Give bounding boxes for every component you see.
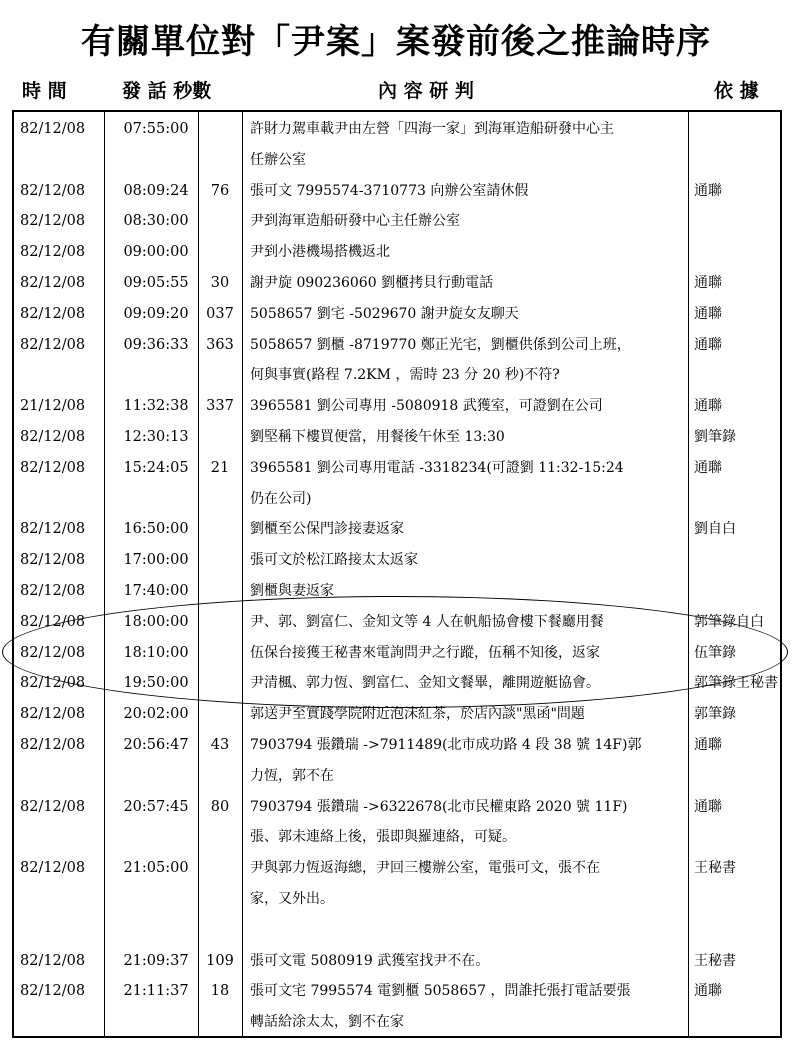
table-row bbox=[14, 484, 780, 514]
row-content: 仍在公司) bbox=[250, 490, 312, 507]
row-seconds bbox=[200, 484, 240, 514]
row-content: 劉堅稱下樓買便當，用餐後午休至 13:30 bbox=[250, 429, 505, 445]
header-dial-seconds: 發 話 秒數 bbox=[122, 80, 212, 102]
row-date bbox=[20, 915, 106, 945]
row-content: 尹到海軍造船研發中心主任辦公室 bbox=[250, 213, 460, 230]
row-source bbox=[694, 114, 784, 144]
row-date: 82/12/08 bbox=[20, 429, 86, 445]
row-source bbox=[694, 822, 784, 852]
row-source: 通聯 bbox=[694, 182, 722, 199]
row-content: 5058657 劉櫃 -8719770 鄭正光宅，劉櫃供係到公司上班， bbox=[250, 336, 631, 353]
row-seconds: 80 bbox=[210, 798, 230, 815]
table-row bbox=[14, 1007, 780, 1037]
table-row bbox=[14, 915, 780, 945]
row-time: 09:36:33 bbox=[123, 336, 189, 353]
row-content: 伍保台接獲王秘書來電詢問尹之行蹤，伍稱不知後，返家 bbox=[250, 644, 600, 661]
row-date: 82/12/08 bbox=[20, 305, 86, 322]
row-source: 郭筆錄王秘書 bbox=[694, 675, 778, 692]
header-source: 依 據 bbox=[714, 80, 759, 102]
row-time: 15:24:05 bbox=[123, 459, 189, 476]
row-date bbox=[20, 761, 106, 791]
row-source: 伍筆錄 bbox=[694, 644, 736, 661]
row-content: 尹到小港機場搭機返北 bbox=[250, 244, 390, 261]
table-row bbox=[14, 946, 780, 976]
row-source: 王秘書 bbox=[694, 952, 736, 969]
row-seconds bbox=[200, 145, 240, 175]
row-time: 20:02:00 bbox=[123, 706, 189, 723]
row-date: 82/12/08 bbox=[20, 613, 86, 630]
row-date: 82/12/08 bbox=[20, 798, 86, 815]
row-seconds bbox=[200, 360, 240, 390]
table-row bbox=[14, 330, 780, 360]
row-time: 20:57:45 bbox=[123, 798, 189, 815]
row-content bbox=[250, 915, 690, 945]
row-time bbox=[110, 884, 202, 914]
row-date bbox=[20, 884, 106, 914]
row-date: 21/12/08 bbox=[20, 398, 86, 415]
row-content: 劉櫃至公保門診接妻返家 bbox=[250, 521, 404, 538]
row-content: 轉話給涂太太，劉不在家 bbox=[250, 1014, 404, 1031]
row-source bbox=[694, 484, 784, 514]
row-time: 07:55:00 bbox=[123, 121, 189, 137]
row-date: 82/12/08 bbox=[20, 459, 86, 476]
row-source: 郭筆錄 bbox=[694, 706, 736, 723]
row-content: 尹清楓、郭力恆、劉富仁、金知文餐畢，離開遊艇協會。 bbox=[250, 675, 600, 692]
row-content: 張可文 7995574-3710773 向辦公室請休假 bbox=[250, 182, 529, 199]
row-source bbox=[694, 1007, 784, 1037]
row-content: 尹與郭力恆返海總，尹回三樓辦公室，電張可文，張不在 bbox=[250, 860, 600, 877]
row-seconds bbox=[200, 1007, 240, 1037]
table-row bbox=[14, 730, 780, 760]
row-source: 通聯 bbox=[694, 398, 722, 415]
row-content: 3965581 劉公司專用電話 -3318234(可證劉 11:32-15:24 bbox=[250, 459, 624, 476]
table-row bbox=[14, 114, 780, 144]
row-time bbox=[110, 761, 202, 791]
row-date: 82/12/08 bbox=[20, 583, 86, 599]
row-seconds: 43 bbox=[210, 737, 230, 753]
table-row bbox=[14, 453, 780, 483]
row-content: 尹、郭、劉富仁、金知文等 4 人在帆船協會樓下餐廳用餐 bbox=[250, 613, 604, 630]
table-row bbox=[14, 976, 780, 1006]
row-seconds bbox=[200, 422, 240, 452]
row-time: 18:10:00 bbox=[123, 644, 189, 661]
row-date: 82/12/08 bbox=[20, 952, 86, 969]
row-content: 郭送尹至實踐學院附近泡沫紅茶，於店內談"黑函"問題 bbox=[250, 706, 585, 723]
row-source bbox=[694, 761, 784, 791]
row-source bbox=[694, 145, 784, 175]
row-seconds bbox=[200, 761, 240, 791]
row-time: 08:30:00 bbox=[123, 213, 189, 230]
row-time: 17:00:00 bbox=[123, 552, 189, 569]
row-time: 11:32:38 bbox=[123, 398, 189, 415]
row-content: 家，又外出。 bbox=[250, 891, 334, 907]
row-seconds bbox=[200, 114, 240, 144]
row-seconds bbox=[200, 853, 240, 883]
row-date: 82/12/08 bbox=[20, 552, 86, 569]
highlight-ellipse bbox=[2, 596, 788, 708]
row-source bbox=[694, 915, 784, 945]
row-date: 82/12/08 bbox=[20, 706, 86, 723]
row-date: 82/12/08 bbox=[20, 983, 86, 1000]
header-content: 內 容 研 判 bbox=[378, 80, 474, 102]
row-source: 通聯 bbox=[694, 305, 722, 322]
timeline-table bbox=[12, 110, 782, 1038]
row-content: 劉櫃與妻返家 bbox=[250, 583, 334, 599]
table-row bbox=[14, 206, 780, 236]
row-source: 劉筆錄 bbox=[694, 429, 736, 445]
row-content: 許財力駕車載尹由左營「四海一家」到海軍造船研發中心主 bbox=[250, 121, 614, 137]
table-row bbox=[14, 884, 780, 914]
row-time: 21:09:37 bbox=[123, 952, 189, 969]
row-seconds bbox=[200, 237, 240, 267]
row-time: 21:11:37 bbox=[123, 983, 189, 1000]
row-source: 通聯 bbox=[694, 336, 722, 353]
row-source: 通聯 bbox=[694, 798, 722, 815]
row-date: 82/12/08 bbox=[20, 737, 86, 753]
row-seconds: 21 bbox=[210, 459, 230, 476]
row-source bbox=[694, 576, 784, 606]
row-source: 郭筆錄自白 bbox=[694, 613, 764, 630]
row-seconds bbox=[200, 514, 240, 544]
table-row bbox=[14, 237, 780, 267]
document-title: 有關單位對「尹案」案發前後之推論時序 bbox=[81, 22, 711, 62]
table-row bbox=[14, 391, 780, 421]
row-seconds bbox=[200, 206, 240, 236]
row-time bbox=[110, 145, 202, 175]
row-seconds: 109 bbox=[206, 952, 234, 969]
row-seconds: 30 bbox=[210, 275, 230, 291]
row-source bbox=[694, 545, 784, 575]
row-content: 張可文於松江路接太太返家 bbox=[250, 552, 418, 569]
row-date: 82/12/08 bbox=[20, 860, 86, 877]
row-time bbox=[110, 360, 202, 390]
row-source bbox=[694, 206, 784, 236]
row-content: 張可文宅 7995574 電劉櫃 5058657 ，問誰托張打電話要張 bbox=[250, 983, 631, 1000]
row-date: 82/12/08 bbox=[20, 675, 86, 692]
row-time bbox=[110, 915, 202, 945]
row-date: 82/12/08 bbox=[20, 121, 86, 137]
row-seconds bbox=[200, 884, 240, 914]
row-date: 82/12/08 bbox=[20, 275, 86, 291]
row-date: 82/12/08 bbox=[20, 244, 86, 261]
row-time: 12:30:13 bbox=[123, 429, 189, 445]
row-seconds bbox=[200, 915, 240, 945]
row-time: 08:09:24 bbox=[123, 182, 189, 199]
table-row bbox=[14, 853, 780, 883]
row-time: 17:40:00 bbox=[123, 583, 189, 599]
row-seconds: 337 bbox=[206, 398, 234, 415]
row-content: 5058657 劉宅 -5029670 謝尹旋女友聊天 bbox=[250, 305, 519, 322]
row-seconds bbox=[200, 822, 240, 852]
row-content: 謝尹旋 090236060 劉櫃拷貝行動電話 bbox=[250, 275, 494, 291]
row-date bbox=[20, 484, 106, 514]
row-source: 通聯 bbox=[694, 737, 722, 753]
row-content: 張可文電 5080919 武獲室找尹不在。 bbox=[250, 952, 490, 969]
row-time: 20:56:47 bbox=[123, 737, 189, 753]
row-time bbox=[110, 1007, 202, 1037]
row-time: 18:00:00 bbox=[123, 613, 189, 630]
row-date bbox=[20, 360, 106, 390]
row-seconds: 363 bbox=[206, 336, 234, 353]
row-source: 王秘書 bbox=[694, 860, 736, 877]
row-date: 82/12/08 bbox=[20, 521, 86, 538]
row-content: 7903794 張鑽瑞 ->6322678(北市民權東路 2020 號 11F) bbox=[250, 798, 628, 815]
row-seconds bbox=[200, 545, 240, 575]
table-row bbox=[14, 268, 780, 298]
row-time: 19:50:00 bbox=[123, 675, 189, 692]
row-time: 09:05:55 bbox=[123, 275, 189, 291]
row-source: 劉自白 bbox=[694, 521, 736, 538]
row-date: 82/12/08 bbox=[20, 336, 86, 353]
row-time bbox=[110, 484, 202, 514]
row-content: 張、郭未連絡上後，張即與羅連絡，可疑。 bbox=[250, 829, 516, 846]
row-time: 21:05:00 bbox=[123, 860, 189, 877]
table-row bbox=[14, 822, 780, 852]
row-time: 16:50:00 bbox=[123, 521, 189, 538]
table-row bbox=[14, 422, 780, 452]
table-row bbox=[14, 299, 780, 329]
row-seconds: 18 bbox=[210, 983, 230, 1000]
header-time: 時 間 bbox=[22, 80, 67, 102]
row-time bbox=[110, 822, 202, 852]
row-content: 力恆，郭不在 bbox=[250, 767, 334, 784]
row-source bbox=[694, 884, 784, 914]
row-time: 09:09:20 bbox=[123, 305, 189, 322]
row-source bbox=[694, 360, 784, 390]
row-content: 何與事實(路程 7.2KM ，需時 23 分 20 秒)不符? bbox=[250, 367, 560, 384]
row-time: 09:00:00 bbox=[123, 244, 189, 261]
row-source: 通聯 bbox=[694, 275, 722, 291]
row-seconds: 76 bbox=[210, 182, 230, 199]
row-date: 82/12/08 bbox=[20, 182, 86, 199]
row-date bbox=[20, 1007, 106, 1037]
row-content: 3965581 劉公司專用 -5080918 武獲室，可證劉在公司 bbox=[250, 398, 603, 415]
row-content: 7903794 張鑽瑞 ->7911489(北市成功路 4 段 38 號 14F)郭 bbox=[250, 737, 642, 753]
table-row bbox=[14, 176, 780, 206]
row-source: 通聯 bbox=[694, 983, 722, 1000]
row-source bbox=[694, 237, 784, 267]
table-row bbox=[14, 545, 780, 575]
table-row bbox=[14, 145, 780, 175]
table-row bbox=[14, 792, 780, 822]
row-seconds: 037 bbox=[206, 305, 234, 322]
row-content: 任辦公室 bbox=[250, 151, 306, 168]
row-seconds bbox=[200, 699, 240, 729]
row-date bbox=[20, 145, 106, 175]
table-row bbox=[14, 761, 780, 791]
row-source: 通聯 bbox=[694, 459, 722, 476]
table-row bbox=[14, 360, 780, 390]
table-row bbox=[14, 514, 780, 544]
row-date bbox=[20, 822, 106, 852]
row-date: 82/12/08 bbox=[20, 213, 86, 230]
row-date: 82/12/08 bbox=[20, 644, 86, 661]
